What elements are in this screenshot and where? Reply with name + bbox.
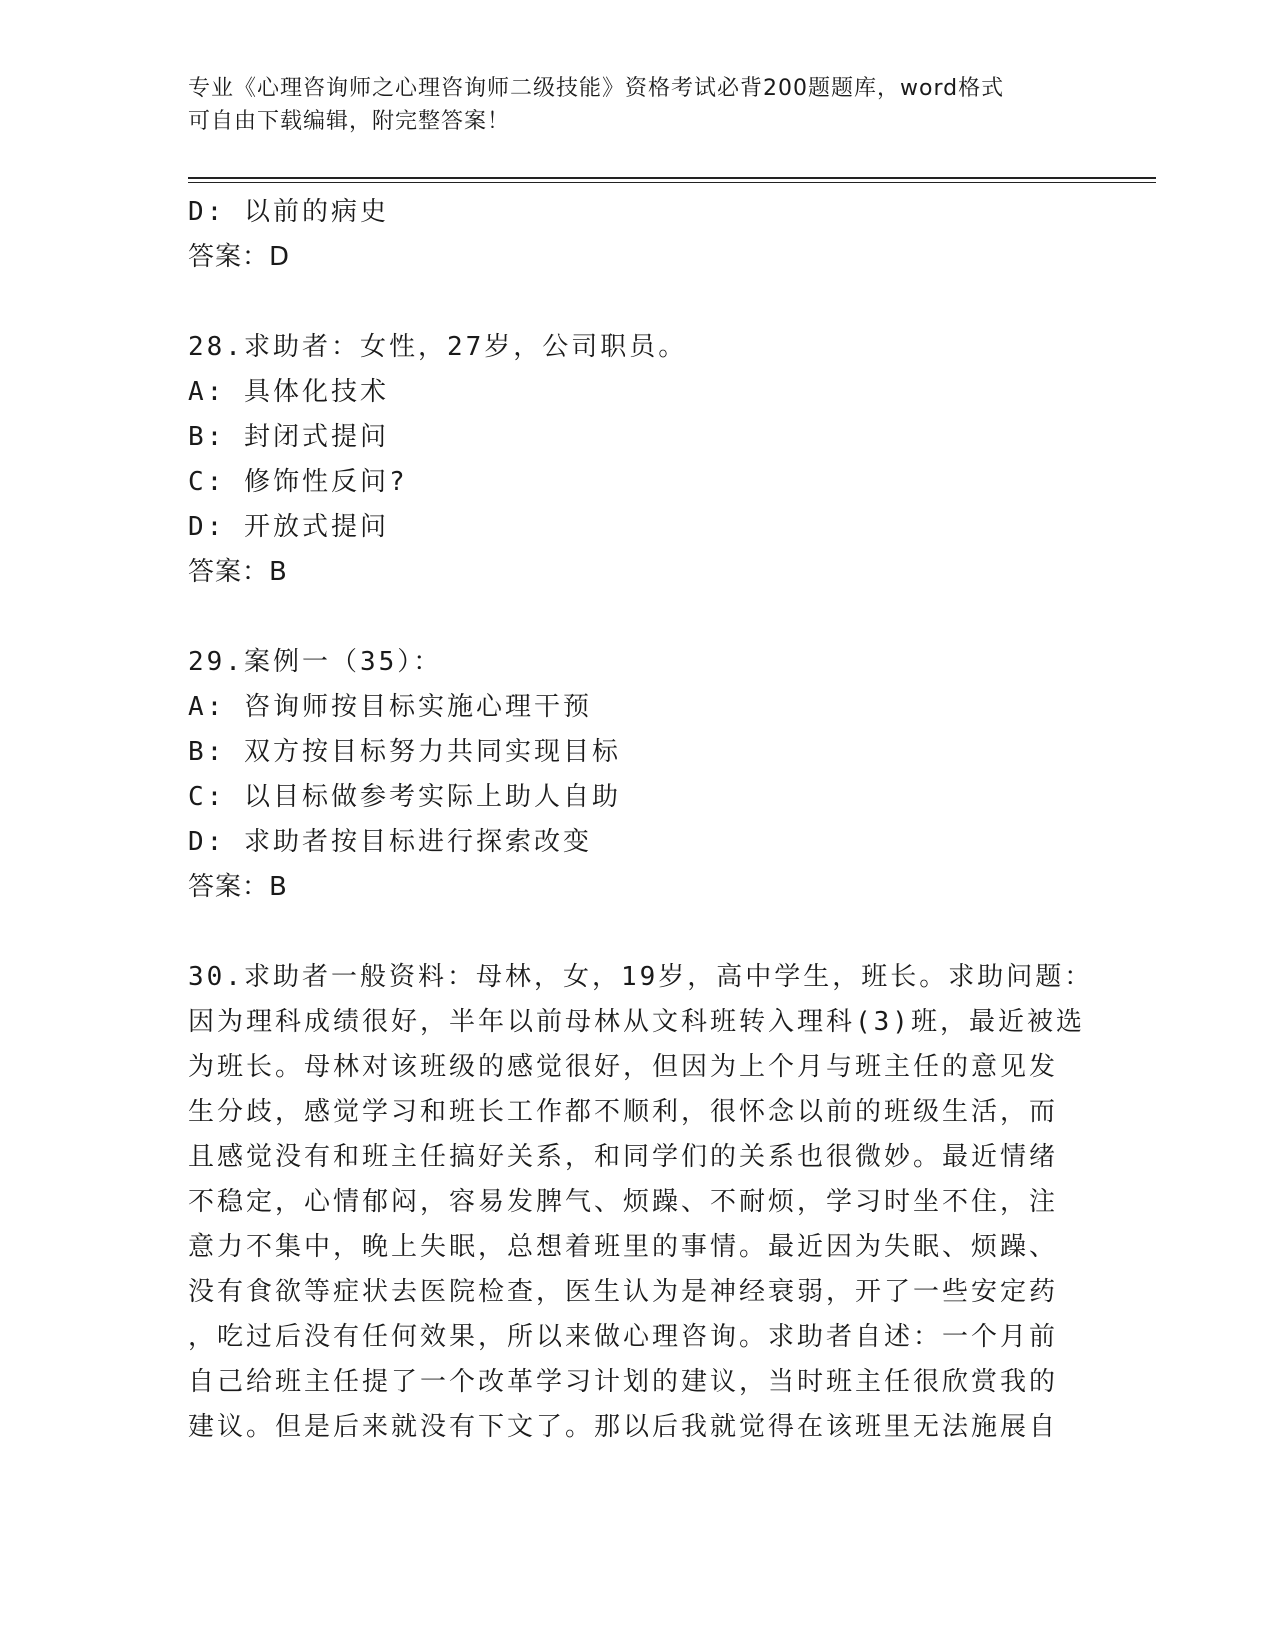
option-c: C: 修饰性反问? — [188, 467, 408, 497]
option-c: C: 以目标做参考实际上助人自助 — [188, 782, 621, 812]
spacer — [188, 595, 1078, 640]
option-d: D: 以前的病史 — [188, 197, 389, 227]
answer: 答案：B — [188, 557, 288, 587]
answer: 答案：D — [188, 242, 291, 272]
question-30-line-9: ，吃过后没有任何效果，所以来做心理咨询。求助者自述：一个月前 — [188, 1322, 1059, 1352]
question-30-line-3: 为班长。母林对该班级的感觉很好，但因为上个月与班主任的意见发 — [188, 1052, 1059, 1082]
question-text: 28.求助者：女性，27岁，公司职员。 — [188, 332, 688, 362]
document-header — [188, 72, 1068, 138]
question-30-line-8: 没有食欲等症状去医院检查，医生认为是神经衰弱，开了一些安定药 — [188, 1277, 1059, 1307]
answer: 答案：B — [188, 872, 288, 902]
header-line-1: 专业《心理咨询师之心理咨询师二级技能》资格考试必背200题题库，word格式 — [188, 76, 1005, 101]
question-30-line-5: 且感觉没有和班主任搞好关系，和同学们的关系也很微妙。最近情绪 — [188, 1142, 1059, 1172]
question-30-line-4: 生分歧，感觉学习和班长工作都不顺利，很怀念以前的班级生活，而 — [188, 1097, 1059, 1127]
question-30-line-10: 自己给班主任提了一个改革学习计划的建议，当时班主任很欣赏我的 — [188, 1367, 1059, 1397]
question-30-line-6: 不稳定，心情郁闷，容易发脾气、烦躁、不耐烦，学习时坐不住，注 — [188, 1187, 1059, 1217]
option-d: D: 求助者按目标进行探索改变 — [188, 827, 592, 857]
question-30-line-11: 建议。但是后来就没有下文了。那以后我就觉得在该班里无法施展自 — [188, 1412, 1059, 1442]
spacer — [188, 910, 1078, 955]
question-30 — [188, 955, 1094, 1450]
question-30-line-1: 30.求助者一般资料：母林，女，19岁，高中学生，班长。求助问题： — [188, 962, 1094, 992]
question-27-tail — [188, 190, 1078, 280]
option-b: B: 双方按目标努力共同实现目标 — [188, 737, 621, 767]
spacer — [188, 280, 1078, 325]
question-29 — [188, 640, 1078, 910]
question-text: 29.案例一（35）： — [188, 647, 443, 677]
option-a: A: 咨询师按目标实施心理干预 — [188, 692, 592, 722]
option-a: A: 具体化技术 — [188, 377, 389, 407]
question-30-line-2: 因为理科成绩很好，半年以前母林从文科班转入理科(3)班，最近被选 — [188, 1007, 1085, 1037]
header-divider-thick — [188, 177, 1156, 179]
option-b: B: 封闭式提问 — [188, 422, 389, 452]
option-d: D: 开放式提问 — [188, 512, 389, 542]
document-body — [188, 190, 1094, 1450]
header-line-2: 可自由下载编辑，附完整答案！ — [188, 109, 511, 134]
header-divider-thin — [188, 182, 1156, 183]
question-28 — [188, 325, 1078, 595]
question-30-line-7: 意力不集中，晚上失眠，总想着班里的事情。最近因为失眠、烦躁、 — [188, 1232, 1059, 1262]
